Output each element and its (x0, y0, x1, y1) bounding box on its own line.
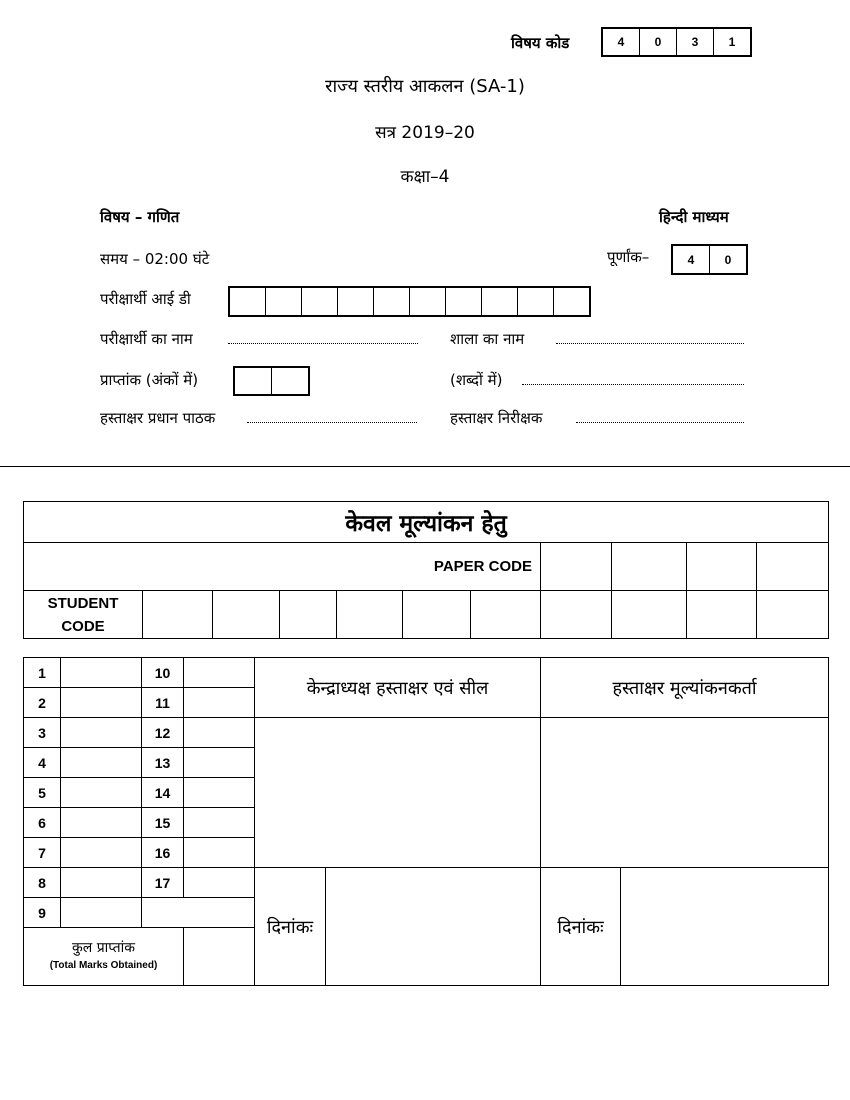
subject-label: विषय – गणित (100, 208, 180, 226)
question-number: 5 (24, 778, 61, 808)
class-label: कक्षा–4 (400, 167, 450, 187)
marks-digits-label: प्राप्तांक (अंकों में) (100, 371, 199, 389)
subject-code-boxes (601, 27, 752, 57)
question-number: 6 (24, 808, 61, 838)
marks-cell[interactable] (184, 658, 255, 688)
subject-code-digit: 0 (640, 29, 677, 55)
marks-cell[interactable] (184, 868, 255, 898)
student-code-box[interactable] (143, 591, 213, 639)
session: सत्र 2019–20 (375, 123, 475, 143)
paper-code-box[interactable] (541, 543, 612, 591)
marks-digit-box[interactable] (235, 368, 272, 394)
student-code-box[interactable] (280, 591, 337, 639)
student-code-label-line: CODE (61, 617, 105, 635)
student-id-digit-box[interactable] (266, 288, 302, 315)
student-id-label: परीक्षार्थी आई डी (100, 290, 191, 308)
student-code-label-line: STUDENT (47, 594, 119, 612)
question-number: 12 (142, 718, 184, 748)
total-marks-label (24, 928, 184, 986)
student-name-field[interactable] (228, 343, 418, 344)
student-id-digit-box[interactable] (518, 288, 554, 315)
centre-head-sign-label: केन्द्राध्यक्ष हस्ताक्षर एवं सील (255, 658, 541, 718)
question-number: 13 (142, 748, 184, 778)
centre-head-sign-area[interactable] (255, 718, 541, 868)
invigilator-sign-label: हस्ताक्षर निरीक्षक (450, 409, 543, 427)
question-number: 3 (24, 718, 61, 748)
student-id-digit-box[interactable] (374, 288, 410, 315)
student-code-box[interactable] (337, 591, 403, 639)
student-id-digit-box[interactable] (410, 288, 446, 315)
student-id-digit-box[interactable] (338, 288, 374, 315)
question-number: 4 (24, 748, 61, 778)
date-label: दिनांकः (541, 868, 621, 986)
marks-cell[interactable] (61, 838, 142, 868)
empty-cell (142, 898, 255, 928)
paper-code-box[interactable] (612, 543, 687, 591)
invigilator-sign-field[interactable] (576, 422, 744, 423)
evaluator-sign-area[interactable] (541, 718, 829, 868)
student-name-label: परीक्षार्थी का नाम (100, 330, 193, 348)
student-code-box[interactable] (213, 591, 280, 639)
marks-cell[interactable] (61, 658, 142, 688)
marks-cell[interactable] (61, 688, 142, 718)
paper-code-box[interactable] (757, 543, 829, 591)
student-code-box[interactable] (612, 591, 687, 639)
marks-table (23, 657, 829, 986)
question-number: 14 (142, 778, 184, 808)
marks-digit-box[interactable] (272, 368, 308, 394)
headmaster-sign-field[interactable] (247, 422, 417, 423)
student-code-box[interactable] (403, 591, 471, 639)
student-code-box[interactable] (471, 591, 541, 639)
evaluation-table (23, 501, 829, 639)
student-code-box[interactable] (541, 591, 612, 639)
marks-words-field[interactable] (522, 384, 744, 385)
evaluation-title: केवल मूल्यांकन हेतु (24, 502, 829, 543)
student-code-box[interactable] (687, 591, 757, 639)
marks-cell[interactable] (184, 718, 255, 748)
max-marks-digit: 4 (673, 246, 710, 273)
subject-code-digit: 3 (677, 29, 714, 55)
marks-cell[interactable] (184, 838, 255, 868)
question-number: 7 (24, 838, 61, 868)
school-name-field[interactable] (556, 343, 744, 344)
time-label: समय – 02:00 घंटे (100, 250, 210, 268)
marks-cell[interactable] (184, 778, 255, 808)
evaluator-sign-label: हस्ताक्षर मूल्यांकनकर्ता (541, 658, 829, 718)
marks-cell[interactable] (61, 808, 142, 838)
question-number: 16 (142, 838, 184, 868)
paper-code-label: PAPER CODE (24, 543, 541, 591)
student-id-digit-box[interactable] (554, 288, 589, 315)
student-id-digit-box[interactable] (446, 288, 482, 315)
question-number: 15 (142, 808, 184, 838)
marks-words-label: (शब्दों में) (450, 371, 503, 389)
question-number: 9 (24, 898, 61, 928)
marks-cell[interactable] (61, 778, 142, 808)
marks-cell[interactable] (184, 748, 255, 778)
total-marks-cell[interactable] (184, 928, 255, 986)
school-name-label: शाला का नाम (450, 330, 525, 348)
marks-cell[interactable] (184, 688, 255, 718)
max-marks-label: पूर्णांक– (607, 248, 650, 266)
paper-code-box[interactable] (687, 543, 757, 591)
question-number: 17 (142, 868, 184, 898)
student-code-box[interactable] (757, 591, 829, 639)
marks-cell[interactable] (61, 748, 142, 778)
student-id-digit-box[interactable] (302, 288, 338, 315)
subject-code-digit: 4 (603, 29, 640, 55)
marks-digits-boxes[interactable] (233, 366, 310, 396)
marks-cell[interactable] (184, 808, 255, 838)
student-id-boxes[interactable] (228, 286, 591, 317)
max-marks-digit: 0 (724, 252, 732, 267)
headmaster-sign-label: हस्ताक्षर प्रधान पाठक (100, 409, 216, 427)
marks-cell[interactable] (61, 868, 142, 898)
marks-cell[interactable] (61, 898, 142, 928)
subject-code-label: विषय कोड (511, 34, 570, 52)
student-id-digit-box[interactable] (482, 288, 518, 315)
total-marks-label-en: (Total Marks Obtained) (49, 959, 158, 971)
page-title: राज्य स्तरीय आकलन (SA-1) (325, 76, 525, 97)
total-marks-label-hi: कुल प्राप्तांक (72, 939, 135, 956)
marks-cell[interactable] (61, 718, 142, 748)
date-field[interactable] (621, 868, 829, 986)
max-marks-boxes (671, 244, 748, 275)
date-field[interactable] (326, 868, 541, 986)
question-number: 8 (24, 868, 61, 898)
question-number: 2 (24, 688, 61, 718)
student-id-digit-box[interactable] (230, 288, 266, 315)
subject-code-digit: 1 (728, 35, 736, 49)
question-number: 11 (142, 688, 184, 718)
date-label: दिनांकः (255, 868, 326, 986)
medium-label: हिन्दी माध्यम (659, 208, 729, 226)
question-number: 1 (24, 658, 61, 688)
question-number: 10 (142, 658, 184, 688)
divider (0, 466, 850, 467)
student-code-label (24, 591, 143, 639)
